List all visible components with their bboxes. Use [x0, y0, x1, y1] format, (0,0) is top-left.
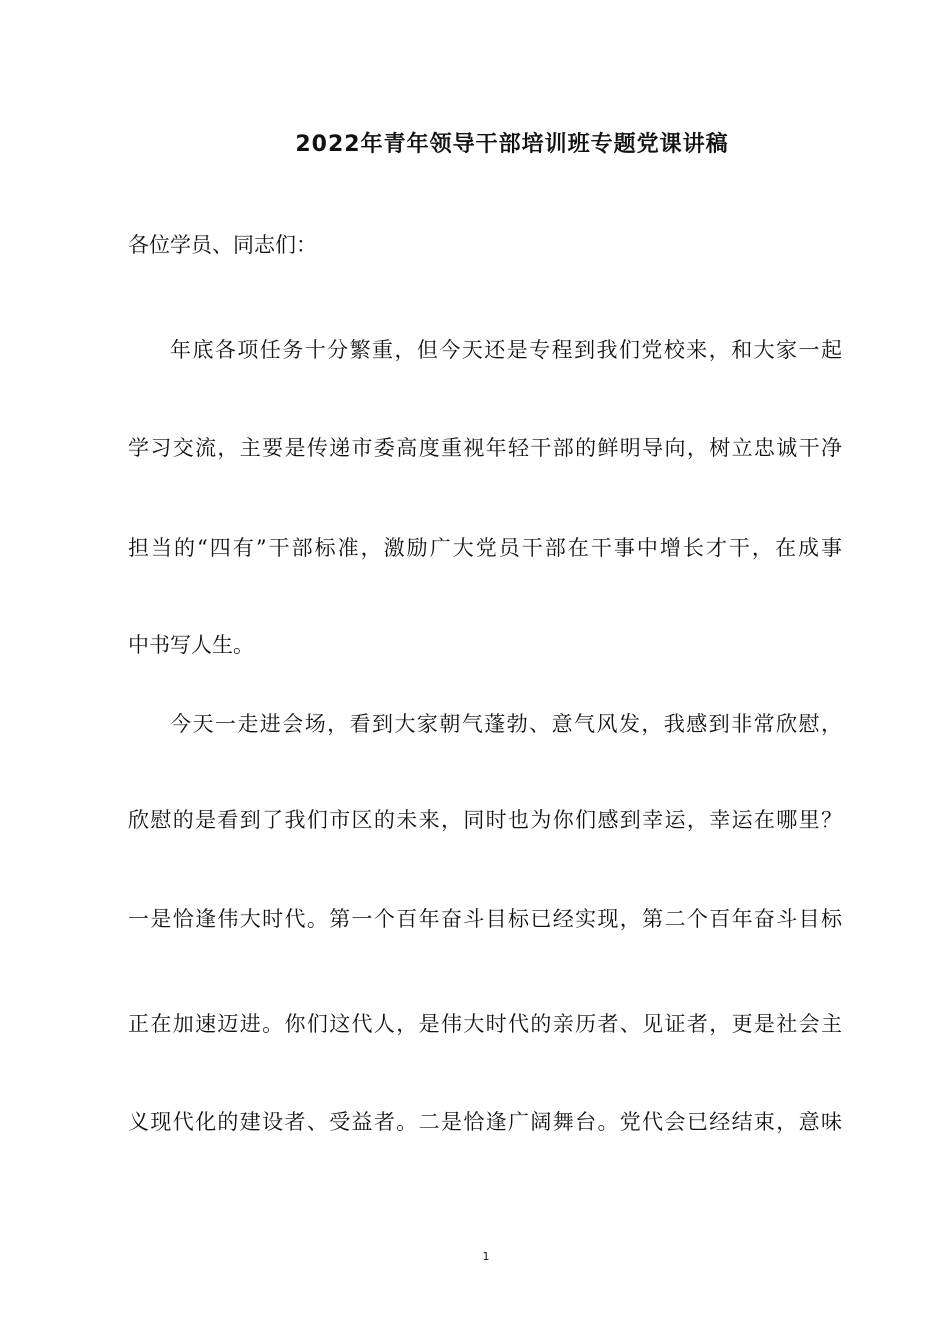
body-line-2: 学习交流，主要是传递市委高度重视年轻干部的鲜明导向，树立忠诚干净	[128, 436, 842, 460]
body-line-9: 义现代化的建设者、受益者。二是恰逢广阔舞台。党代会已经结束，意味	[128, 1110, 842, 1134]
body-line-1: 年底各项任务十分繁重，但今天还是专程到我们党校来，和大家一起	[170, 338, 842, 362]
document-title: 2022年青年领导干部培训班专题党课讲稿	[295, 132, 729, 157]
body-line-5: 今天一走进会场，看到大家朝气蓬勃、意气风发，我感到非常欣慰，	[170, 712, 842, 736]
page-number: 1	[482, 1250, 490, 1263]
body-line-8: 正在加速迈进。你们这代人，是伟大时代的亲历者、见证者，更是社会主	[128, 1012, 842, 1036]
greeting-line: 各位学员、同志们：	[128, 233, 317, 257]
body-line-7: 一是恰逢伟大时代。第一个百年奋斗目标已经实现，第二个百年奋斗目标	[128, 907, 842, 931]
body-line-6: 欣慰的是看到了我们市区的未来，同时也为你们感到幸运，幸运在哪里？	[128, 808, 842, 832]
body-line-4: 中书写人生。	[128, 633, 254, 657]
body-line-3: 担当的“四有”干部标准，激励广大党员干部在干事中增长才干，在成事	[128, 536, 842, 560]
